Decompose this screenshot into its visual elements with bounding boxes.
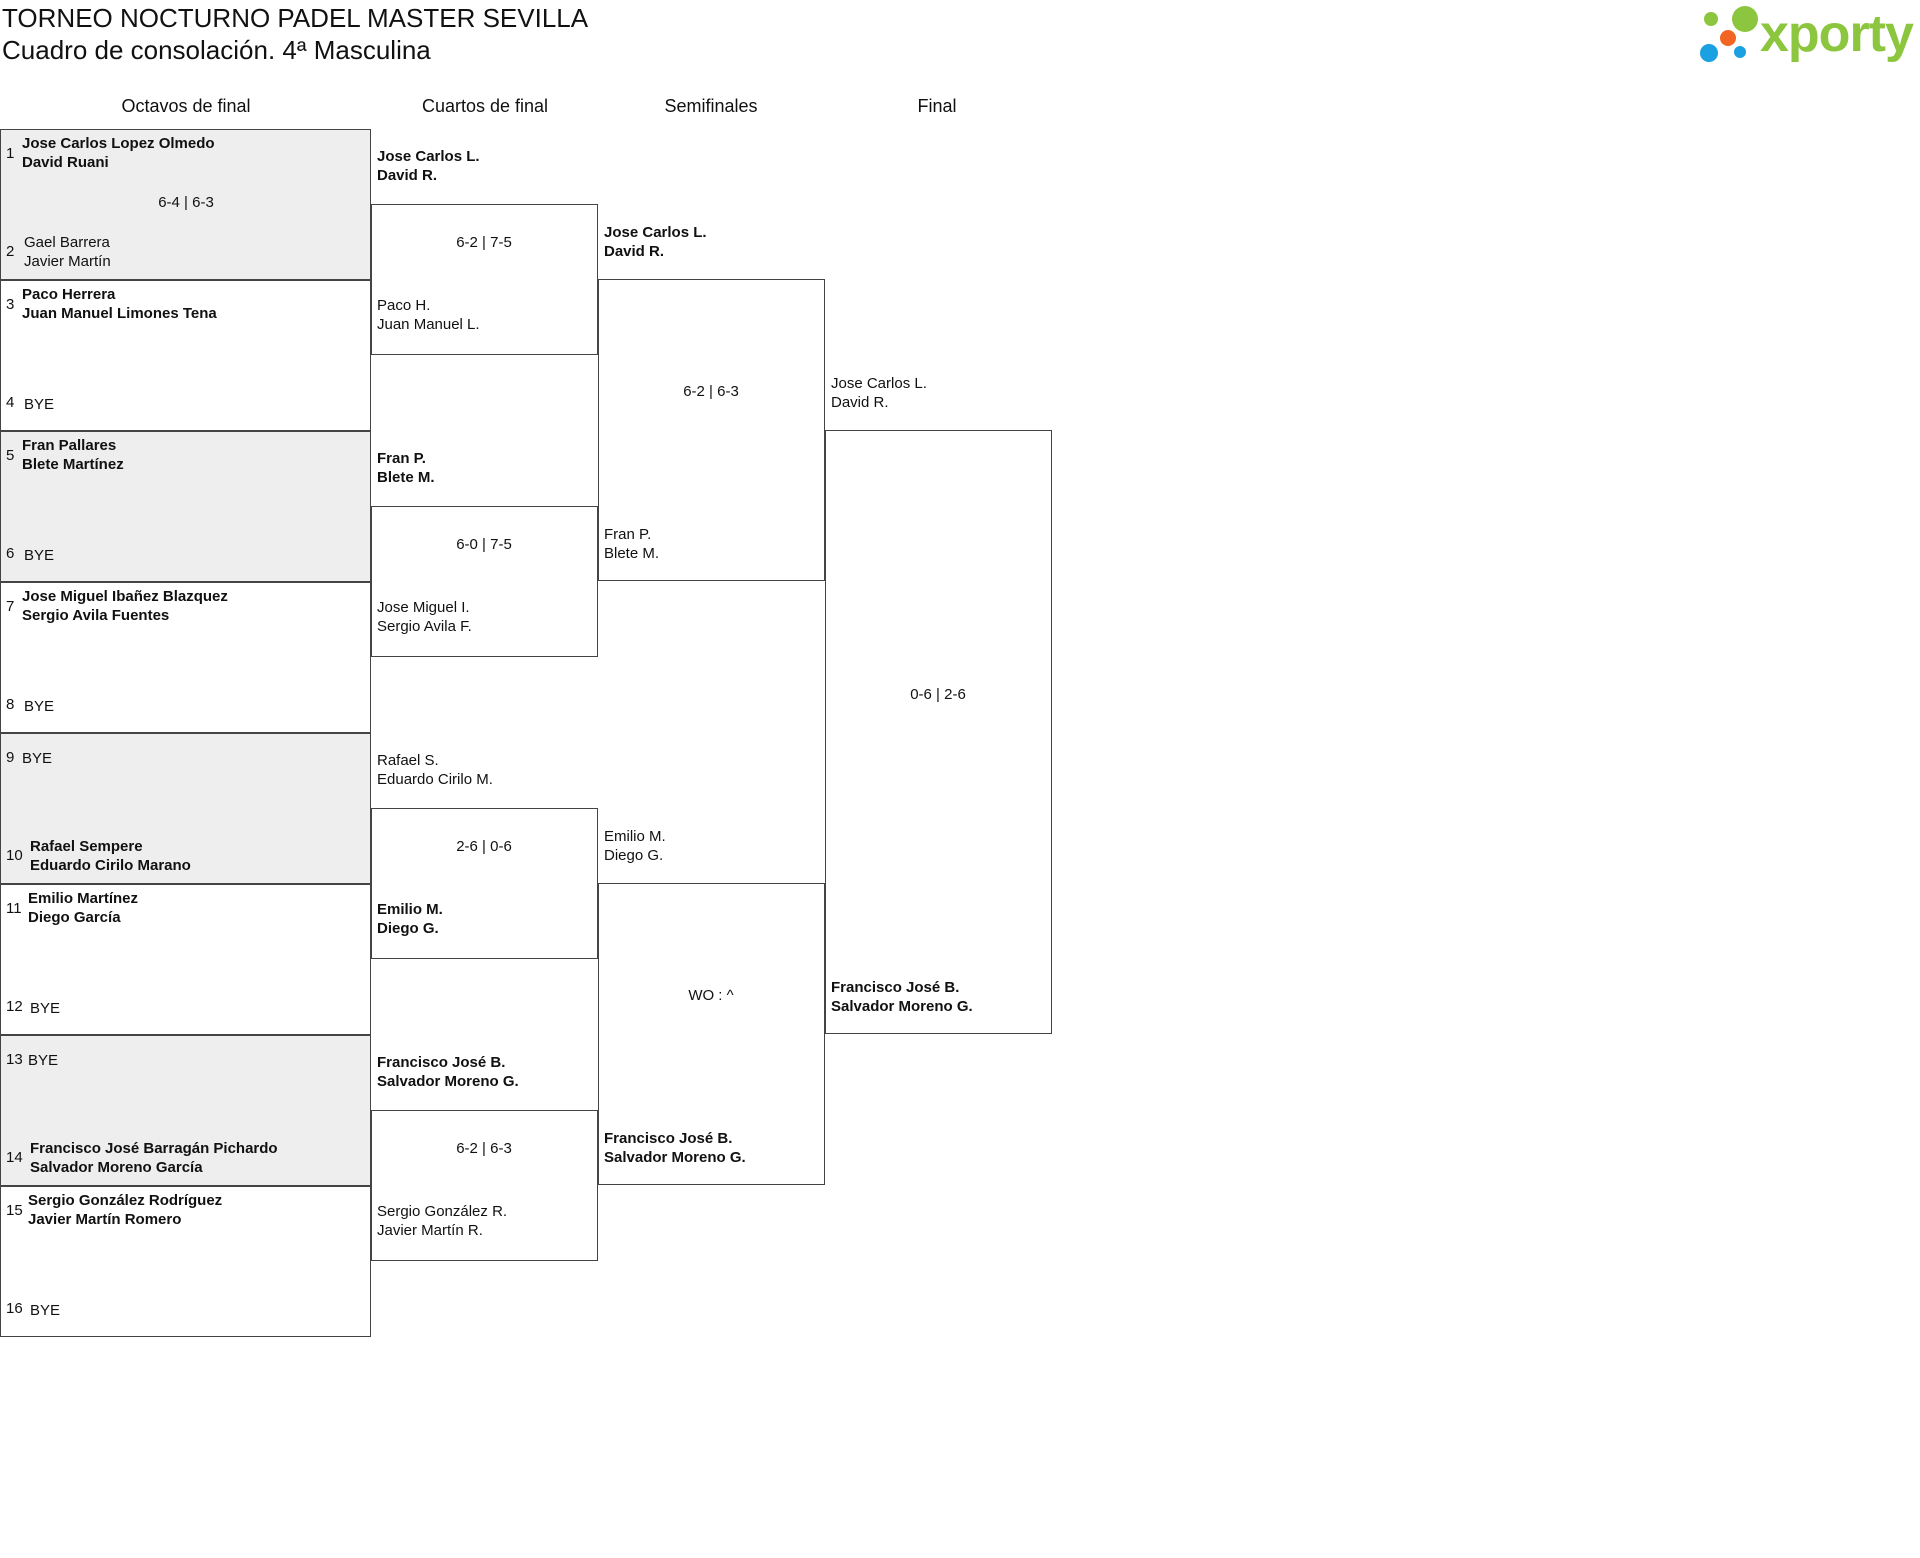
final-match-box [825, 430, 1052, 1034]
logo-dot-orange [1720, 30, 1736, 46]
match-score: 2-6 | 0-6 [456, 838, 512, 855]
seed-number: 8 [6, 696, 15, 713]
sf-team-bottom-player-2: Salvador Moreno G. [604, 1149, 746, 1166]
seed-number: 6 [6, 545, 15, 562]
r16-team-bottom-player-1: Rafael Sempere [30, 838, 143, 855]
r16-team-bottom[interactable] [24, 395, 54, 414]
sf-team-top-player-1: Jose Carlos L. [604, 224, 707, 241]
qf-team-bottom-player-2: Juan Manuel L. [377, 316, 480, 333]
r16-team-top-player-1: BYE [22, 750, 53, 767]
match-score: 6-0 | 7-5 [456, 536, 512, 553]
logo-dot-blue-small [1734, 46, 1746, 58]
qf-team-bottom[interactable] [377, 900, 443, 938]
r16-team-top-player-2: Javier Martín Romero [28, 1211, 182, 1228]
r16-team-bottom-player-1: BYE [24, 396, 55, 413]
qf-team-bottom-player-2: Sergio Avila F. [377, 618, 472, 635]
r16-team-bottom-player-1: Francisco José Barragán Pichardo [30, 1140, 278, 1157]
final-team-bottom-player-1: Francisco José B. [831, 979, 960, 996]
match-score: 6-2 | 7-5 [456, 234, 512, 251]
seed-number: 3 [6, 296, 15, 313]
r16-team-bottom[interactable] [30, 1301, 60, 1320]
r16-team-top-player-2: Juan Manuel Limones Tena [22, 305, 217, 322]
qf-team-top-player-2: Salvador Moreno G. [377, 1073, 519, 1090]
r16-team-top-player-1: Emilio Martínez [28, 890, 139, 907]
xporty-logo[interactable] [1690, 0, 1920, 70]
r16-team-top-player-1: Sergio González Rodríguez [28, 1192, 223, 1209]
qf-team-top-player-1: Jose Carlos L. [377, 148, 480, 165]
r16-team-top-player-1: Jose Miguel Ibañez Blazquez [22, 588, 228, 605]
round-header-sf: Semifinales [664, 96, 758, 116]
r16-team-top-player-2: Blete Martínez [22, 456, 124, 473]
seed-number: 16 [6, 1300, 23, 1317]
r16-team-bottom-player-1: BYE [24, 698, 55, 715]
r16-team-top[interactable] [28, 1191, 222, 1229]
r16-team-top-player-1: Fran Pallares [22, 437, 117, 454]
match-score: 6-2 | 6-3 [683, 383, 739, 400]
seed-number: 15 [6, 1202, 23, 1219]
qf-team-bottom[interactable] [377, 296, 480, 334]
r16-team-bottom[interactable] [24, 546, 54, 565]
r16-team-top[interactable] [22, 587, 228, 625]
r16-team-bottom-player-2: Salvador Moreno García [30, 1159, 203, 1176]
logo-dot-green-small [1704, 12, 1718, 26]
r16-team-top[interactable] [22, 285, 217, 323]
qf-team-bottom-player-1: Emilio M. [377, 901, 443, 918]
r16-team-bottom-player-2: Javier Martín [24, 253, 111, 270]
page-subtitle: Cuadro de consolación. 4ª Masculina [2, 35, 431, 65]
sf-team-top-player-1: Emilio M. [604, 828, 666, 845]
seed-number: 7 [6, 598, 15, 615]
sf-team-top-player-2: Diego G. [604, 847, 664, 864]
qf-team-top-player-2: Eduardo Cirilo M. [377, 771, 493, 788]
seed-number: 13 [6, 1051, 23, 1068]
r16-team-bottom-player-1: Gael Barrera [24, 234, 110, 251]
final-team-bottom[interactable] [831, 978, 973, 1016]
qf-team-top-player-1: Fran P. [377, 450, 426, 467]
seed-number: 9 [6, 749, 15, 766]
logo-wordmark: xporty [1760, 5, 1913, 63]
sf-team-bottom-player-2: Blete M. [604, 545, 660, 562]
r16-team-top[interactable] [22, 436, 124, 474]
seed-number: 2 [6, 243, 15, 260]
seed-number: 14 [6, 1149, 23, 1166]
page-title: TORNEO NOCTURNO PADEL MASTER SEVILLA [2, 3, 589, 33]
sf-team-bottom[interactable] [604, 1129, 746, 1167]
qf-team-top[interactable] [377, 147, 480, 185]
sf-team-top[interactable] [604, 223, 707, 261]
logo-dot-blue [1700, 44, 1718, 62]
sf-team-top[interactable] [604, 827, 666, 865]
round-header-final: Final [917, 96, 957, 116]
qf-team-top-player-1: Francisco José B. [377, 1054, 506, 1071]
final-team-top-player-2: David R. [831, 394, 889, 411]
seed-number: 12 [6, 998, 23, 1015]
r16-team-bottom[interactable] [24, 233, 111, 271]
r16-team-top-player-1: Paco Herrera [22, 286, 116, 303]
qf-team-bottom-player-1: Paco H. [377, 297, 431, 314]
r16-team-top-player-1: Jose Carlos Lopez Olmedo [22, 135, 215, 152]
seed-number: 10 [6, 847, 23, 864]
seed-number: 4 [6, 394, 15, 411]
final-team-top[interactable] [831, 374, 927, 412]
qf-team-top[interactable] [377, 751, 493, 789]
sf-team-bottom[interactable] [604, 525, 659, 563]
r16-team-bottom[interactable] [30, 837, 191, 875]
sf-team-bottom-player-1: Fran P. [604, 526, 652, 543]
qf-team-top[interactable] [377, 449, 435, 487]
seed-number: 11 [6, 900, 22, 917]
match-score: 6-2 | 6-3 [456, 1140, 512, 1157]
qf-team-top-player-1: Rafael S. [377, 752, 439, 769]
r16-team-bottom-player-2: Eduardo Cirilo Marano [30, 857, 191, 874]
round-header-qf: Cuartos de final [421, 96, 549, 116]
qf-team-bottom-player-2: Javier Martín R. [377, 1222, 483, 1239]
round-header-r16: Octavos de final [121, 96, 251, 116]
r16-team-top-player-2: Sergio Avila Fuentes [22, 607, 170, 624]
match-score: 6-4 | 6-3 [158, 194, 214, 211]
r16-team-bottom[interactable] [30, 1139, 278, 1177]
qf-team-bottom-player-2: Diego G. [377, 920, 439, 937]
final-team-top-player-1: Jose Carlos L. [831, 375, 927, 392]
r16-team-top[interactable] [28, 1051, 58, 1070]
qf-team-bottom[interactable] [377, 1202, 507, 1240]
qf-team-bottom[interactable] [377, 598, 472, 636]
r16-team-bottom[interactable] [30, 999, 60, 1018]
qf-team-bottom-player-1: Sergio González R. [377, 1203, 508, 1220]
match-score: WO : ^ [688, 987, 734, 1004]
r16-team-top[interactable] [28, 889, 138, 927]
r16-team-bottom-player-1: BYE [30, 1302, 61, 1319]
sf-team-top-player-2: David R. [604, 243, 665, 260]
seed-number: 1 [6, 145, 15, 162]
match-score: 0-6 | 2-6 [910, 686, 966, 703]
qf-team-bottom-player-1: Jose Miguel I. [377, 599, 470, 616]
sf-team-bottom-player-1: Francisco José B. [604, 1130, 733, 1147]
r16-team-top-player-2: David Ruani [22, 154, 109, 171]
r16-team-top-player-1: BYE [28, 1052, 59, 1069]
r16-team-top[interactable] [22, 134, 215, 172]
qf-team-top-player-2: David R. [377, 167, 438, 184]
r16-team-bottom[interactable] [24, 697, 54, 716]
logo-dot-green [1732, 6, 1758, 32]
qf-team-top-player-2: Blete M. [377, 469, 435, 486]
r16-team-top-player-2: Diego García [28, 909, 121, 926]
final-team-bottom-player-2: Salvador Moreno G. [831, 998, 973, 1015]
r16-team-top[interactable] [22, 749, 52, 768]
seed-number: 5 [6, 447, 15, 464]
qf-team-top[interactable] [377, 1053, 519, 1091]
r16-team-bottom-player-1: BYE [24, 547, 55, 564]
r16-team-bottom-player-1: BYE [30, 1000, 61, 1017]
